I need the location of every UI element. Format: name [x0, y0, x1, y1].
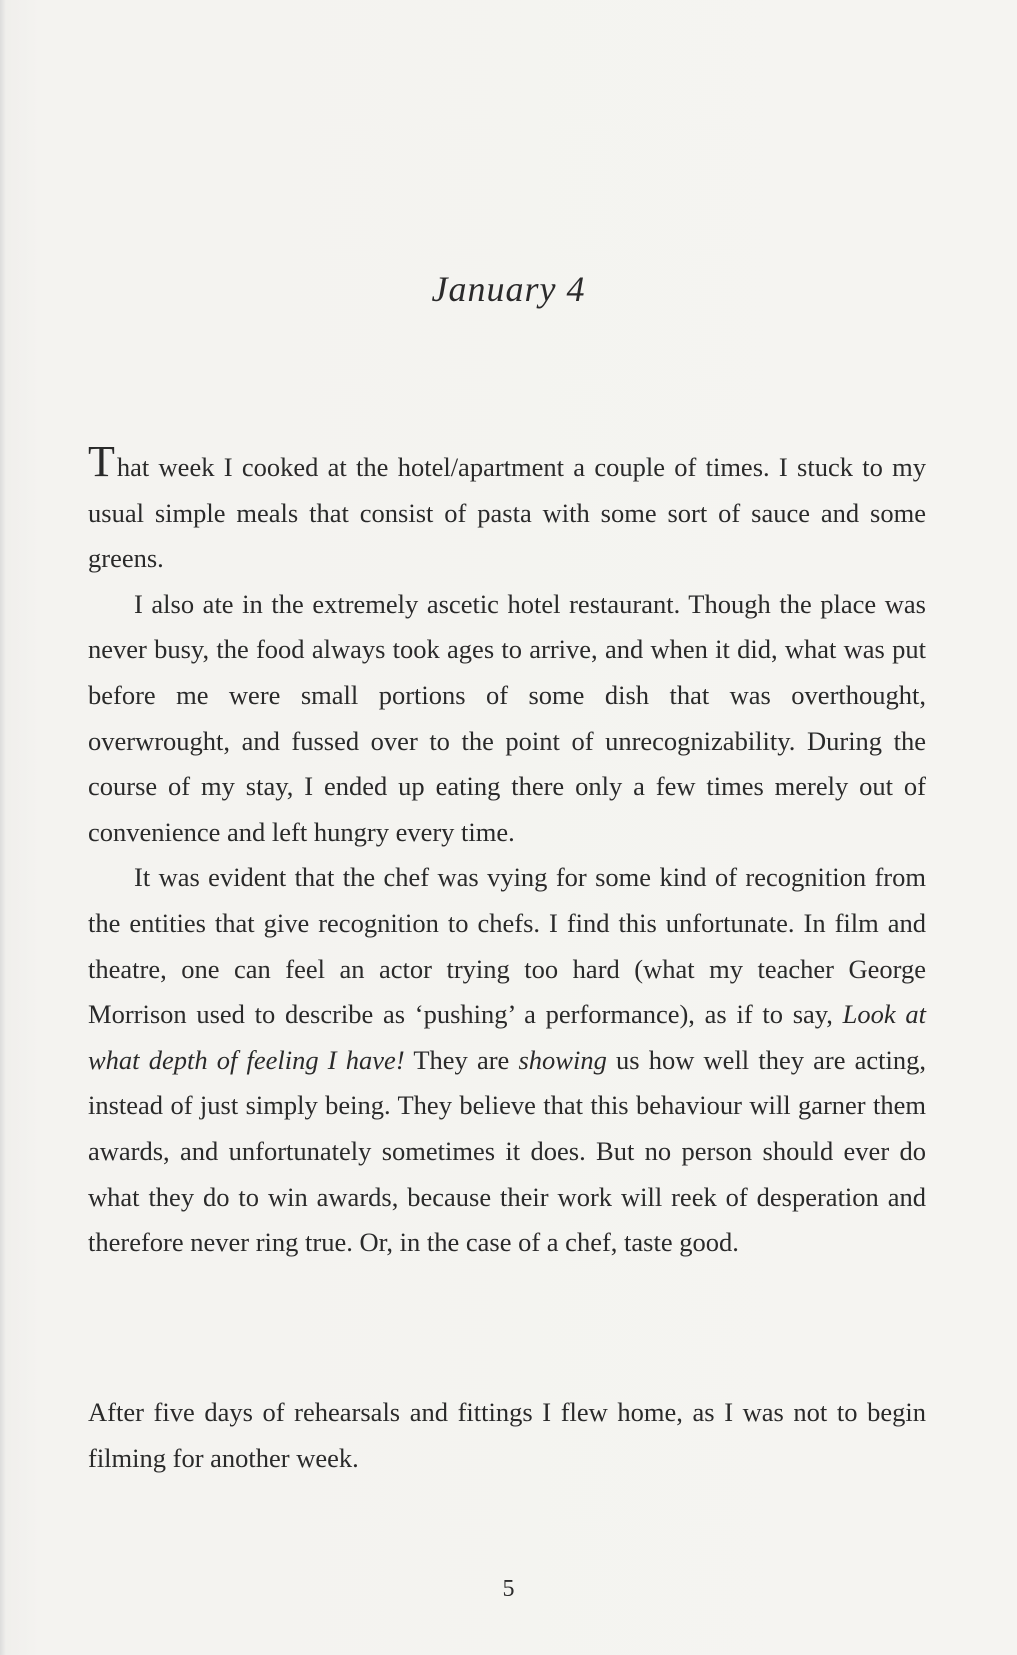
paragraph-3-text-c: us how well they are acting, instead of just simply being. They believe that this behaviour will garner them awards, and unfortunately sometimes it does. But no person should ever do what they do to win awards, because their work will reek of desperation and therefore never ring true. Or, in the case of a chef, taste good. — [88, 1044, 927, 1258]
paragraph-3-italic-b: showing — [518, 1044, 607, 1075]
paragraph-2: I also ate in the extremely ascetic hotel restaurant. Though the place was never busy, the food always took ages to arrive, and when it did, what was put before me were small portions of some dish that was overthought, overwrought, and fussed over to the point of unrecognizability. During the course of my stay, I ended up eating there only a few times merely out of convenience and left hungry every time. — [88, 588, 926, 847]
paragraph-3-italic-a: Look at what depth of feeling I have! — [88, 999, 926, 1075]
closing-text-block — [88, 1390, 926, 1481]
drop-cap: T — [88, 437, 115, 486]
paragraph-3-text-b: They are — [404, 1044, 519, 1075]
page-number: 5 — [502, 1576, 515, 1602]
paragraph-1 — [88, 437, 926, 582]
main-text-block — [88, 437, 927, 1266]
paragraph-4: After five days of rehearsals and fittings I flew home, as I was not to begin filming for another week. — [88, 1397, 926, 1473]
paragraph-1-text: hat week I cooked at the hotel/apartment a couple of times. I stuck to my usual simple meals that consist of pasta with some sort of sauce and some greens. — [88, 452, 926, 574]
chapter-title: January 4 — [431, 269, 586, 309]
paragraph-3-text-a: It was evident that the chef was vying for some kind of recognition from the entities that give recognition to chefs. I find this unfortunate. In film and theatre, one can feel an actor trying too hard (what my teacher George Morrison used to describe as ‘pushing’ a performance), as if to say, — [88, 862, 926, 1030]
paragraph-3 — [88, 855, 926, 1265]
